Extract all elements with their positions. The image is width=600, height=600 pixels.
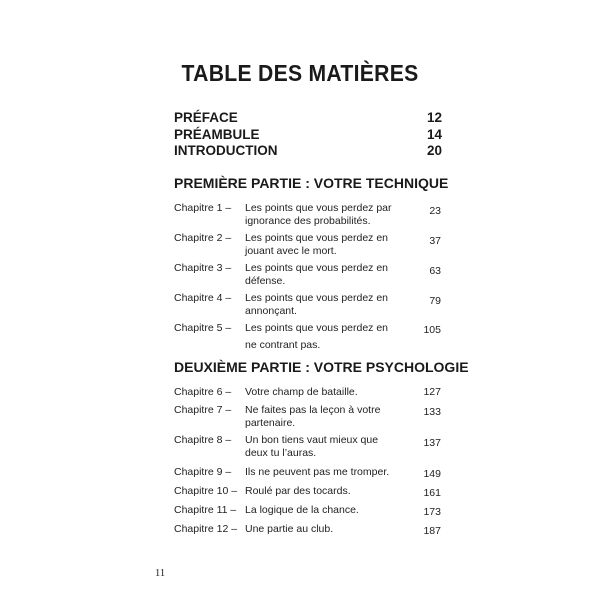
chapter-number: Chapitre 9 –	[174, 466, 232, 478]
part-two-heading: DEUXIÈME PARTIE : VOTRE PSYCHOLOGIE	[174, 359, 469, 375]
chapter-entry	[174, 232, 444, 262]
part-two-chapter-list	[174, 386, 444, 542]
chapter-entry	[174, 504, 444, 523]
chapter-number: Chapitre 8 –	[174, 434, 232, 446]
chapter-title	[245, 232, 405, 257]
chapter-entry	[174, 485, 444, 504]
chapter-title	[245, 523, 405, 536]
chapter-number: Chapitre 3 –	[174, 262, 232, 274]
part-one-chapter-list	[174, 202, 444, 352]
chapter-entry	[174, 202, 444, 232]
chapter-number: Chapitre 6 –	[174, 386, 232, 398]
chapter-entry	[174, 434, 444, 466]
chapter-title-line: Les points que vous perdez en	[245, 292, 389, 304]
chapter-title-line: ne contrant pas.	[245, 338, 321, 351]
page-number: 11	[155, 568, 166, 579]
chapter-number: Chapitre 11 –	[174, 504, 237, 516]
chapter-entry	[174, 523, 444, 542]
page-title: TABLE DES MATIÈRES	[181, 60, 419, 86]
chapter-number: Chapitre 2 –	[174, 232, 232, 244]
chapter-title-line: partenaire.	[245, 416, 296, 429]
chapter-title-line: Une partie au club.	[245, 523, 334, 535]
chapter-page: 187	[423, 525, 441, 537]
chapter-title	[245, 504, 405, 517]
chapter-title	[245, 386, 405, 399]
chapter-title-line: jouant avec le mort.	[245, 244, 337, 257]
chapter-page: 133	[423, 406, 441, 418]
chapter-number: Chapitre 10 –	[174, 485, 238, 497]
chapter-page: 105	[423, 324, 441, 336]
chapter-title	[245, 434, 405, 459]
front-matter-item	[174, 127, 442, 144]
chapter-page: 173	[423, 506, 441, 518]
chapter-title-line: annonçant.	[245, 304, 297, 317]
chapter-title	[245, 322, 405, 351]
chapter-title-line: Ils ne peuvent pas me tromper.	[245, 466, 390, 478]
chapter-title-line: Ne faites pas la leçon à votre	[245, 404, 381, 416]
chapter-page: 63	[429, 265, 441, 277]
chapter-page: 79	[429, 295, 441, 307]
part-one-heading: PREMIÈRE PARTIE : VOTRE TECHNIQUE	[174, 175, 449, 191]
chapter-number: Chapitre 7 –	[174, 404, 232, 416]
chapter-number: Chapitre 1 –	[174, 202, 232, 214]
chapter-page: 137	[423, 437, 441, 449]
chapter-number: Chapitre 5 –	[174, 322, 232, 334]
chapter-entry	[174, 292, 444, 322]
chapter-entry	[174, 466, 444, 485]
front-matter-page: 14	[426, 126, 442, 142]
chapter-number: Chapitre 4 –	[174, 292, 232, 304]
chapter-title-line: ignorance des probabilités.	[245, 214, 371, 227]
chapter-page: 37	[429, 235, 441, 247]
chapter-number: Chapitre 12 –	[174, 523, 238, 535]
chapter-entry	[174, 322, 444, 352]
chapter-title	[245, 466, 405, 479]
chapter-title-line: Les points que vous perdez en	[245, 232, 389, 244]
chapter-entry	[174, 386, 444, 404]
chapter-title-line: Roulé par des tocards.	[245, 485, 351, 497]
chapter-title-line: deux tu l’auras.	[245, 446, 317, 459]
chapter-title	[245, 292, 405, 317]
chapter-title-line: Les points que vous perdez en	[245, 322, 389, 334]
chapter-page: 127	[423, 386, 441, 398]
chapter-title-line: La logique de la chance.	[245, 504, 359, 516]
chapter-title	[245, 262, 405, 287]
chapter-title-line: Les points que vous perdez en	[245, 262, 389, 274]
chapter-entry	[174, 404, 444, 434]
chapter-title-line: défense.	[245, 274, 286, 287]
front-matter-list	[174, 110, 442, 160]
chapter-title	[245, 202, 405, 227]
chapter-entry	[174, 262, 444, 292]
chapter-title	[245, 485, 405, 498]
front-matter-item	[174, 110, 442, 127]
front-matter-page: 20	[426, 143, 442, 158]
chapter-page: 161	[423, 487, 441, 499]
front-matter-label: PRÉFACE	[174, 110, 238, 125]
front-matter-label: PRÉAMBULE	[174, 126, 260, 142]
front-matter-label: INTRODUCTION	[174, 143, 278, 158]
chapter-page: 149	[423, 468, 441, 480]
front-matter-page: 12	[426, 110, 442, 125]
front-matter-item	[174, 143, 442, 160]
chapter-title-line: Un bon tiens vaut mieux que	[245, 434, 379, 446]
chapter-page: 23	[429, 205, 441, 217]
chapter-title-line: Votre champ de bataille.	[245, 386, 358, 398]
chapter-title-line: Les points que vous perdez par	[245, 202, 392, 214]
chapter-title	[245, 404, 405, 429]
